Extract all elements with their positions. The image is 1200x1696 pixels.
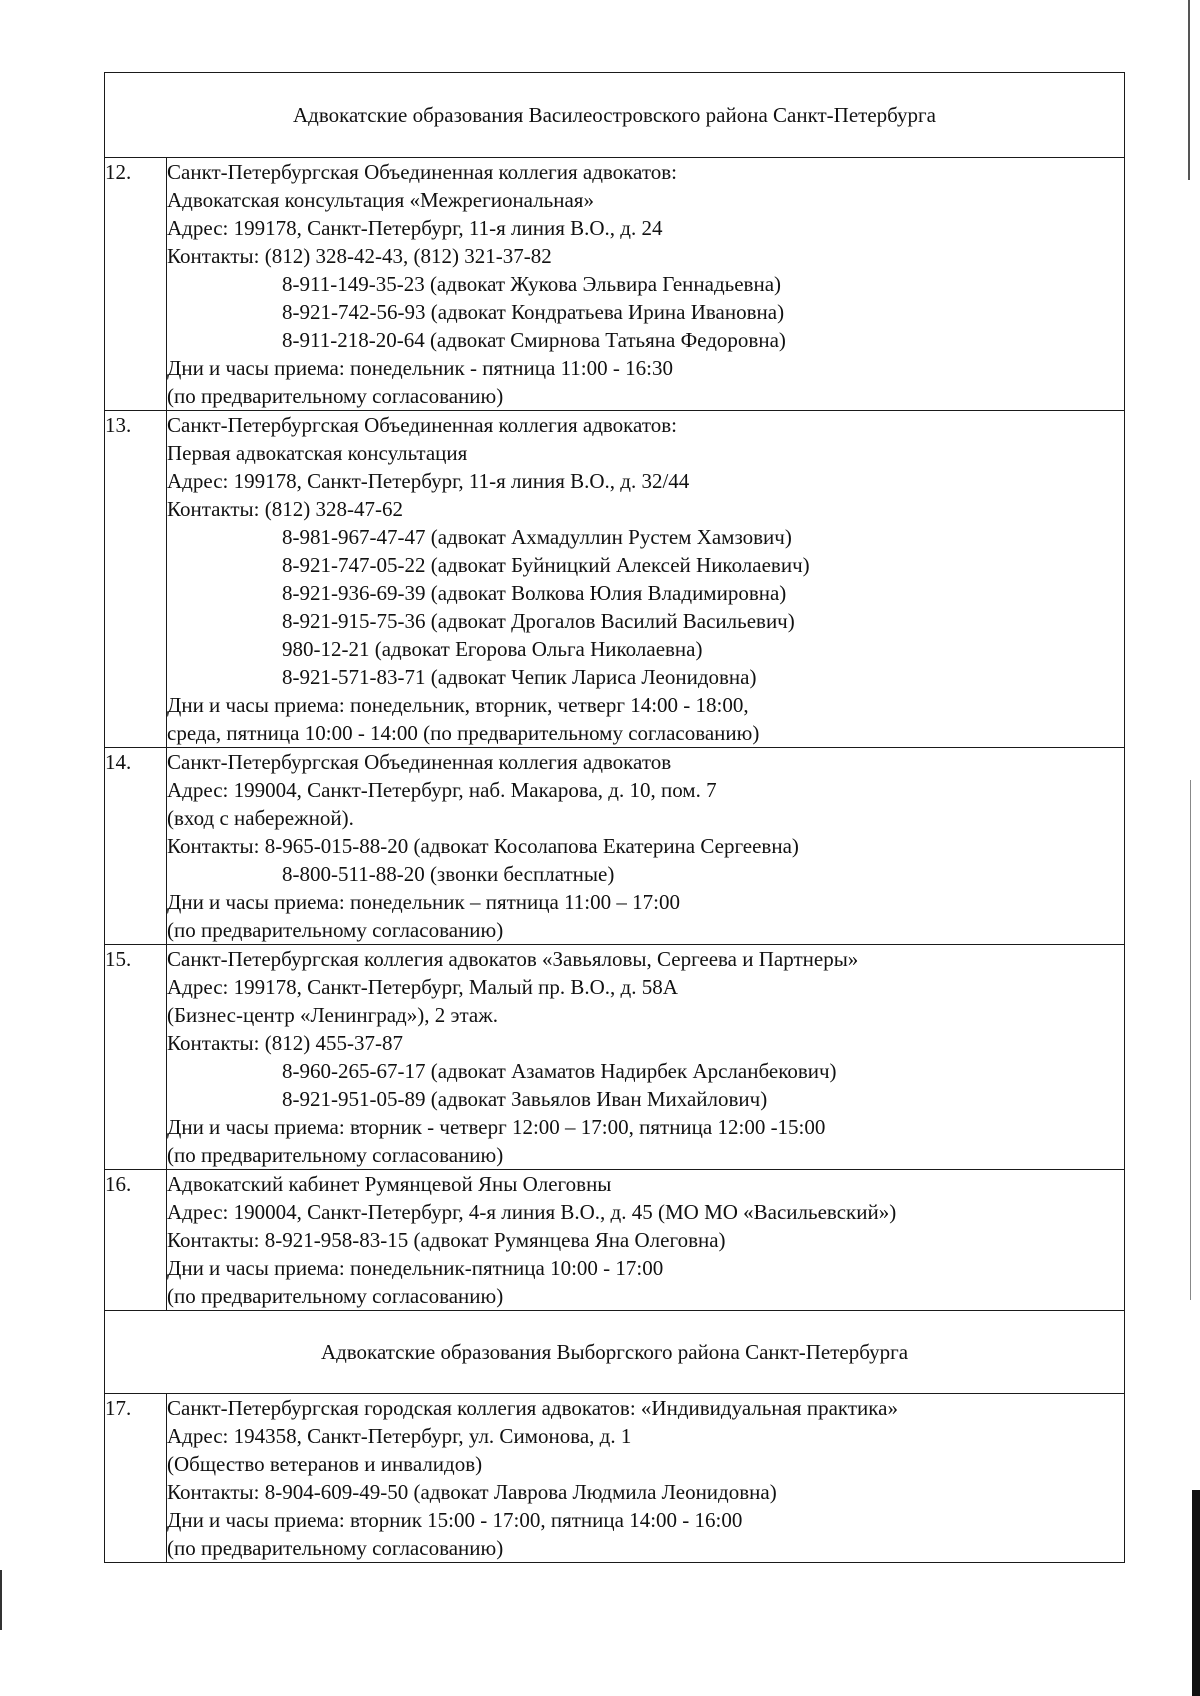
- entry-line: Санкт-Петербургская городская коллегия адвокатов: «Индивидуальная практика»: [167, 1396, 898, 1420]
- entry-line: Контакты: 8-965-015-88-20 (адвокат Косолапова Екатерина Сергеевна): [167, 834, 799, 858]
- section-header-row: [105, 1311, 1125, 1394]
- scan-artifact: [1190, 780, 1191, 1300]
- entry-line: 8-921-571-83-71 (адвокат Чепик Лариса Леонидовна): [282, 665, 757, 689]
- entry-line: 8-921-915-75-36 (адвокат Дрогалов Василий Васильевич): [282, 609, 795, 633]
- entry-number: 15.: [105, 945, 167, 1170]
- entry-line: 8-921-936-69-39 (адвокат Волкова Юлия Владимировна): [282, 581, 787, 605]
- entry-line: Контакты: 8-904-609-49-50 (адвокат Лаврова Людмила Леонидовна): [167, 1480, 777, 1504]
- entry-line: 8-921-742-56-93 (адвокат Кондратьева Ирина Ивановна): [282, 300, 785, 324]
- entry-number: 14.: [105, 748, 167, 945]
- advocates-table: [104, 72, 1125, 1563]
- entry-line: 8-921-747-05-22 (адвокат Буйницкий Алексей Николаевич): [282, 553, 810, 577]
- entry-details: [167, 411, 1125, 748]
- entry-line: Дни и часы приема: понедельник - пятница 11:00 - 16:30: [167, 356, 673, 380]
- entry-number: 17.: [105, 1394, 167, 1563]
- section-header: Адвокатские образования Выборгского района Санкт-Петербурга: [105, 1311, 1125, 1394]
- entry-details: [167, 1170, 1125, 1311]
- entry-line: (Общество ветеранов и инвалидов): [167, 1452, 483, 1476]
- entry-line: Контакты: (812) 328-42-43, (812) 321-37-82: [167, 244, 552, 268]
- entry-line: Санкт-Петербургская Объединенная коллегия адвокатов:: [167, 160, 677, 184]
- entry-line: (по предварительному согласованию): [167, 918, 504, 942]
- entry-line: Санкт-Петербургская коллегия адвокатов «Завьяловы, Сергеева и Партнеры»: [167, 947, 859, 971]
- entry-line: (вход с набережной).: [167, 806, 354, 830]
- scan-artifact: [1188, 0, 1190, 180]
- entry-number: 16.: [105, 1170, 167, 1311]
- entry-line: Контакты: 8-921-958-83-15 (адвокат Румянцева Яна Олеговна): [167, 1228, 726, 1252]
- entry-line: (по предварительному согласованию): [167, 1284, 504, 1308]
- entry-line: Адрес: 199178, Санкт-Петербург, 11-я линия В.О., д. 32/44: [167, 469, 690, 493]
- document-page: [104, 72, 1124, 1563]
- entry-line: 8-800-511-88-20 (звонки бесплатные): [282, 862, 615, 886]
- entry-line: 980-12-21 (адвокат Егорова Ольга Николаевна): [282, 637, 703, 661]
- entry-line: Контакты: (812) 455-37-87: [167, 1031, 403, 1055]
- entry-line: Адвокатский кабинет Румянцевой Яны Олеговны: [167, 1172, 612, 1196]
- entry-row: [105, 1170, 1125, 1311]
- entry-line: Адрес: 199178, Санкт-Петербург, Малый пр. В.О., д. 58А: [167, 975, 678, 999]
- entry-line: Адрес: 194358, Санкт-Петербург, ул. Симонова, д. 1: [167, 1424, 632, 1448]
- entry-number: 13.: [105, 411, 167, 748]
- scan-artifact: [0, 1570, 2, 1630]
- entry-row: [105, 411, 1125, 748]
- entry-line: 8-960-265-67-17 (адвокат Азаматов Надирбек Арсланбекович): [282, 1059, 837, 1083]
- entry-row: [105, 945, 1125, 1170]
- entry-line: 8-921-951-05-89 (адвокат Завьялов Иван Михайлович): [282, 1087, 768, 1111]
- entry-details: [167, 945, 1125, 1170]
- entry-line: Адрес: 190004, Санкт-Петербург, 4-я линия В.О., д. 45 (МО МО «Васильевский»): [167, 1200, 897, 1224]
- entry-line: Адрес: 199178, Санкт-Петербург, 11-я линия В.О., д. 24: [167, 216, 663, 240]
- entry-details: [167, 158, 1125, 411]
- section-header-row: [105, 73, 1125, 158]
- entry-line: Адрес: 199004, Санкт-Петербург, наб. Макарова, д. 10, пом. 7: [167, 778, 717, 802]
- entry-row: [105, 748, 1125, 945]
- entry-line: (по предварительному согласованию): [167, 1536, 504, 1560]
- entry-row: [105, 1394, 1125, 1563]
- entry-number: 12.: [105, 158, 167, 411]
- entry-line: (по предварительному согласованию): [167, 384, 504, 408]
- entry-line: 8-911-149-35-23 (адвокат Жукова Эльвира Геннадьевна): [282, 272, 782, 296]
- entry-line: Первая адвокатская консультация: [167, 441, 468, 465]
- scan-artifact: [1192, 1490, 1200, 1696]
- entry-line: (по предварительному согласованию): [167, 1143, 504, 1167]
- entry-line: Дни и часы приема: понедельник, вторник, четверг 14:00 - 18:00,: [167, 693, 749, 717]
- entry-line: среда, пятница 10:00 - 14:00 (по предварительному согласованию): [167, 721, 760, 745]
- entry-line: (Бизнес-центр «Ленинград»), 2 этаж.: [167, 1003, 498, 1027]
- entry-line: Адвокатская консультация «Межрегиональная»: [167, 188, 594, 212]
- entry-line: Дни и часы приема: вторник 15:00 - 17:00, пятница 14:00 - 16:00: [167, 1508, 743, 1532]
- entry-line: Контакты: (812) 328-47-62: [167, 497, 403, 521]
- entry-row: [105, 158, 1125, 411]
- entry-details: [167, 1394, 1125, 1563]
- entry-details: [167, 748, 1125, 945]
- entry-line: 8-981-967-47-47 (адвокат Ахмадуллин Рустем Хамзович): [282, 525, 792, 549]
- entry-line: Дни и часы приема: вторник - четверг 12:00 – 17:00, пятница 12:00 -15:00: [167, 1115, 826, 1139]
- section-header: Адвокатские образования Василеостровского района Санкт-Петербурга: [105, 73, 1125, 158]
- entry-line: Дни и часы приема: понедельник-пятница 10:00 - 17:00: [167, 1256, 664, 1280]
- entry-line: Санкт-Петербургская Объединенная коллегия адвокатов: [167, 750, 672, 774]
- entry-line: Санкт-Петербургская Объединенная коллегия адвокатов:: [167, 413, 677, 437]
- entry-line: Дни и часы приема: понедельник – пятница 11:00 – 17:00: [167, 890, 680, 914]
- entry-line: 8-911-218-20-64 (адвокат Смирнова Татьяна Федоровна): [282, 328, 786, 352]
